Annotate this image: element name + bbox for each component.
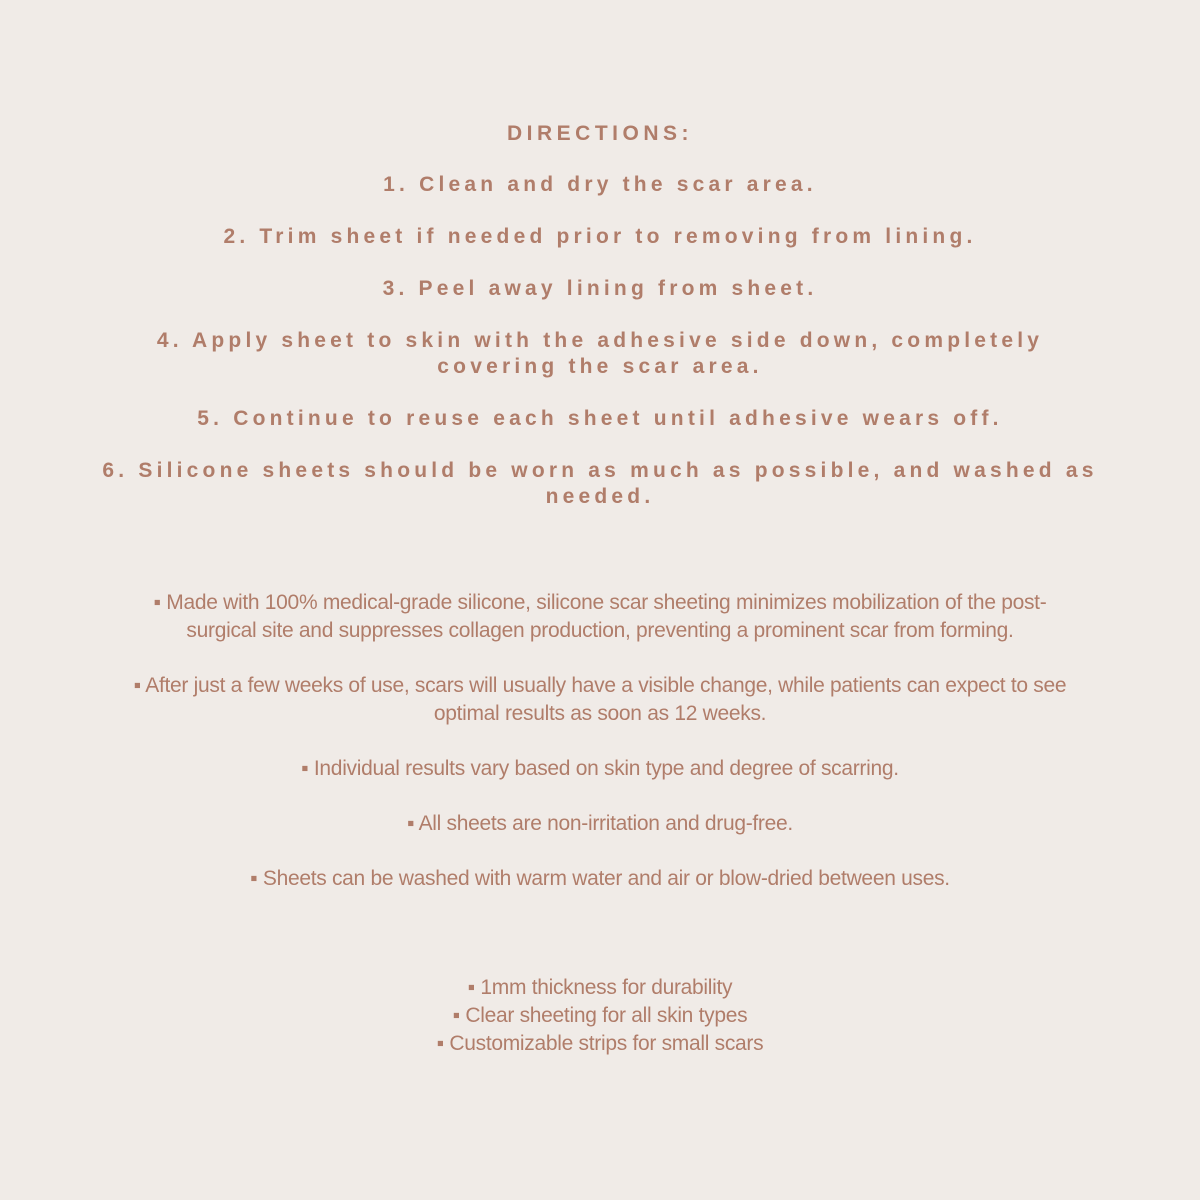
direction-step: 6. Silicone sheets should be worn as much as possible, and washed as needed. [102,459,1098,508]
feature-bullet: ▪ All sheets are non-irritation and drug-free. [407,812,793,835]
feature-bullet: ▪ Sheets can be washed with warm water and air or blow-dried between uses. [250,867,950,890]
feature-bullet: ▪ Individual results vary based on skin type and degree of scarring. [301,757,899,780]
spec-bullet: ▪ Clear sheeting for all skin types [452,1004,748,1027]
directions-title: DIRECTIONS: [507,122,693,145]
feature-bullet: ▪ Made with 100% medical-grade silicone, silicone scar sheeting minimizes mobilization of the post-surgical site and suppresses collagen production, preventing a prominent scar from forming. [153,591,1047,642]
direction-step: 4. Apply sheet to skin with the adhesive side down, completely covering the scar area. [156,329,1044,378]
spec-bullet: ▪ Customizable strips for small scars [436,1032,764,1055]
spec-bullet: ▪ 1mm thickness for durability [467,976,733,999]
features-section [0,589,1200,893]
direction-step: 5. Continue to reuse each sheet until adhesive wears off. [197,407,1003,430]
direction-step: 1. Clean and dry the scar area. [383,173,817,196]
direction-step: 3. Peel away lining from sheet. [382,277,818,300]
specs-section [0,974,1200,1058]
directions-section [0,120,1200,510]
feature-bullet: ▪ After just a few weeks of use, scars will usually have a visible change, while patients can expect to see optimal results as soon as 12 weeks. [133,674,1067,725]
direction-step: 2. Trim sheet if needed prior to removing from lining. [223,225,977,248]
